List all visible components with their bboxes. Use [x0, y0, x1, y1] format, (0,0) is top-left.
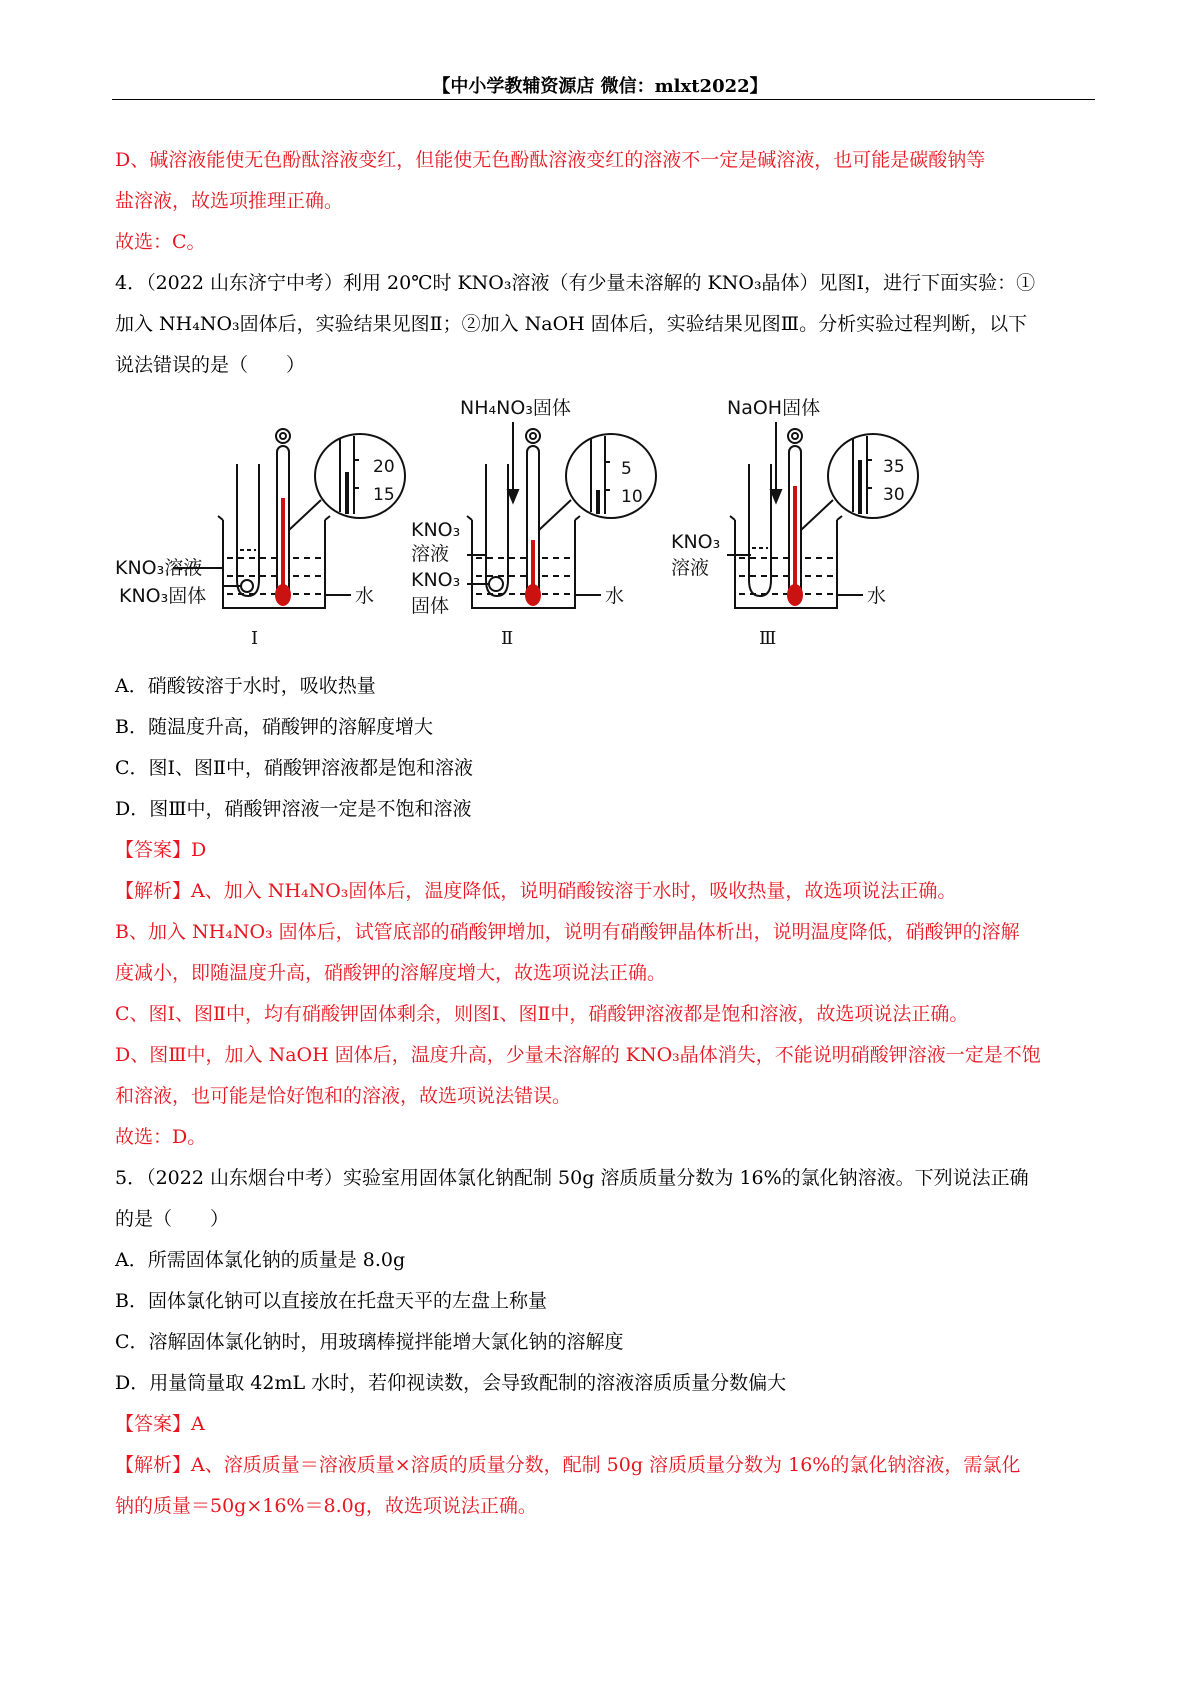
q4-stem-line3: 说法错误的是（ ） — [115, 354, 306, 376]
header-divider — [112, 99, 1095, 100]
fig1-water-label: 水 — [355, 585, 375, 607]
q4-option-c: C．图Ⅰ、图Ⅱ中，硝酸钾溶液都是饱和溶液 — [115, 757, 473, 779]
q5-answer: 【答案】A — [115, 1413, 205, 1435]
fig2-scale-top: 5 — [621, 459, 632, 479]
fig3-water-label: 水 — [867, 585, 887, 607]
fig1-solid-crystal — [241, 580, 253, 592]
fig3-scale-bottom: 30 — [883, 485, 905, 505]
fig1-label: Ⅰ — [251, 628, 259, 649]
q4-option-d: D．图Ⅲ中，硝酸钾溶液一定是不饱和溶液 — [115, 798, 472, 820]
q4-stem-line2: 加入 NH₄NO₃固体后，实验结果见图Ⅱ；②加入 NaOH 固体后，实验结果见图Ⅲ。分析实验过程判断，以下 — [115, 313, 1028, 335]
q4-experiment-figure — [115, 390, 1095, 664]
fig3-solution-label-2: 溶液 — [671, 557, 710, 579]
fig2-solution-label-1: KNO₃ — [411, 519, 461, 541]
q4-answer: 【答案】D — [115, 839, 207, 861]
page-content — [115, 140, 1095, 1527]
q3-conclusion: 故选：C。 — [115, 231, 206, 253]
fig2-scale-bottom: 10 — [621, 487, 643, 507]
q3-analysis-d-line2: 盐溶液，故选项推理正确。 — [115, 190, 344, 212]
fig3-thermometer — [788, 429, 802, 605]
q5-analysis-line1: 【解析】A、溶质质量＝溶液质量×溶质的质量分数，配制 50g 溶质质量分数为 16%的氯化钠溶液，需氯化 — [115, 1454, 1021, 1476]
q4-option-b: B．随温度升高，硝酸钾的溶解度增大 — [115, 716, 433, 738]
q3-analysis-d-line1: D、碱溶液能使无色酚酞溶液变红，但能使无色酚酞溶液变红的溶液不一定是碱溶液，也可能是碳酸钠等 — [115, 149, 986, 171]
fig2-solid-crystal — [489, 577, 503, 591]
q5-analysis-line2: 钠的质量＝50g×16%＝8.0g，故选项说法正确。 — [115, 1495, 537, 1517]
fig3-solution-label-1: KNO₃ — [671, 531, 721, 553]
q4-analysis-line4: C、图Ⅰ、图Ⅱ中，均有硝酸钾固体剩余，则图Ⅰ、图Ⅱ中，硝酸钾溶液都是饱和溶液，故选项说法正确。 — [115, 1003, 969, 1025]
fig1-callout-line — [289, 500, 321, 530]
fig3-scale-top: 35 — [883, 457, 905, 477]
fig2-label: Ⅱ — [501, 628, 514, 649]
page-header: 【中小学教辅资源店 微信：mlxt2022】 — [432, 76, 768, 97]
fig3-added-label: NaOH固体 — [727, 397, 821, 419]
q5-option-d: D．用量筒量取 42mL 水时，若仰视读数，会导致配制的溶液溶质质量分数偏大 — [115, 1372, 787, 1394]
q4-conclusion: 故选：D。 — [115, 1126, 207, 1148]
fig2-solid-label-2: 固体 — [411, 595, 450, 617]
fig3-beaker — [730, 516, 842, 608]
fig2-solid-label-1: KNO₃ — [411, 569, 461, 591]
q5-option-b: B．固体氯化钠可以直接放在托盘天平的左盘上称量 — [115, 1290, 547, 1312]
q4-analysis-line6: 和溶液，也可能是恰好饱和的溶液，故选项说法错误。 — [115, 1085, 572, 1107]
q5-stem-line1: 5．（2022 山东烟台中考）实验室用固体氯化钠配制 50g 溶质质量分数为 16%的氯化钠溶液。下列说法正确 — [115, 1167, 1029, 1189]
fig1-solid-label: KNO₃固体 — [119, 585, 207, 607]
q4-analysis-line5: D、图Ⅲ中，加入 NaOH 固体后，温度升高，少量未溶解的 KNO₃晶体消失，不能说明硝酸钾溶液一定是不饱 — [115, 1044, 1041, 1066]
q4-analysis-line1: 【解析】A、加入 NH₄NO₃固体后，温度降低，说明硝酸铵溶于水时，吸收热量，故选项说法正确。 — [115, 880, 957, 902]
q4-option-a: A．硝酸铵溶于水时，吸收热量 — [115, 675, 376, 697]
fig2-added-label: NH₄NO₃固体 — [460, 397, 571, 419]
experiment-diagram — [115, 390, 1095, 664]
fig2-thermometer — [526, 429, 540, 605]
q5-option-c: C．溶解固体氯化钠时，用玻璃棒搅拌能增大氯化钠的溶解度 — [115, 1331, 624, 1353]
fig2-beaker — [467, 516, 580, 608]
fig2-solution-label-2: 溶液 — [411, 543, 450, 565]
fig2-water-label: 水 — [605, 585, 625, 607]
q5-option-a: A．所需固体氯化钠的质量是 8.0g — [115, 1249, 406, 1271]
fig1-scale-top: 20 — [373, 457, 395, 477]
fig1-solution-label: KNO₃溶液 — [115, 557, 203, 579]
fig3-label: Ⅲ — [759, 628, 777, 649]
q4-analysis-line3: 度减小，即随温度升高，硝酸钾的溶解度增大，故选项说法正确。 — [115, 962, 667, 984]
fig1-thermometer — [276, 429, 290, 605]
q5-stem-line2: 的是（ ） — [115, 1208, 230, 1230]
q4-analysis-line2: B、加入 NH₄NO₃ 固体后，试管底部的硝酸钾增加，说明有硝酸钾晶体析出，说明温度降低，硝酸钾的溶解 — [115, 921, 1020, 943]
fig1-scale-bottom: 15 — [373, 485, 395, 505]
fig1-beaker — [218, 516, 330, 608]
q4-stem-line1: 4．（2022 山东济宁中考）利用 20℃时 KNO₃溶液（有少量未溶解的 KNO₃晶体）见图Ⅰ，进行下面实验：① — [115, 272, 1036, 294]
